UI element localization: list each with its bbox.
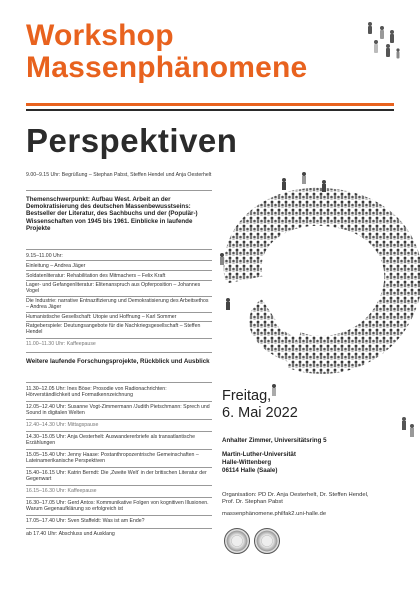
program-item: 14.30–15.05 Uhr: Anja Oesterhelt: Auswandererbriefe als transatlantische Erzählungen — [26, 434, 195, 447]
section-1-heading: Themenschwerpunkt: Aufbau West. Arbeit an der Demokratisierung des deutschen Massenbewusstseins: Bestseller der Literatur, des Sachbuchs und der (Populär-) Wissenschaften von 1945 bis 1961. Einblicke in laufende Projekte — [26, 196, 198, 232]
organisation-line-1: Organisation: PD Dr. Anja Oesterhelt, Dr. Steffen Hendel, — [222, 492, 369, 498]
event-date: 6. Mai 2022 — [222, 405, 298, 421]
divider — [26, 270, 212, 271]
organisation-email[interactable]: massenphänomene.philfak2.uni-halle.de — [222, 511, 327, 517]
divider — [26, 312, 212, 313]
university-seal-icon — [224, 528, 250, 554]
divider — [26, 382, 212, 383]
divider — [26, 497, 212, 498]
organisation-line-2: Prof. Dr. Stephan Pabst — [222, 499, 283, 505]
pause-item: 11.00–11.30 Uhr: Kaffeepause — [26, 341, 96, 347]
divider — [26, 419, 212, 420]
divider — [26, 321, 212, 322]
university-line-2: Halle-Wittenberg — [222, 459, 272, 466]
divider — [26, 260, 212, 261]
divider — [26, 352, 212, 353]
divider — [26, 485, 212, 486]
program-item: 15.40–16.15 Uhr: Katrin Berndt: Die ‚Zweite Welt‘ in der britischen Literatur der Gegenwart — [26, 470, 207, 483]
divider — [26, 431, 212, 432]
faculty-seal-icon — [254, 528, 280, 554]
title-line-2: Massenphänomene — [26, 51, 308, 84]
subtitle: Perspektiven — [26, 122, 238, 159]
divider — [26, 190, 212, 191]
divider — [26, 280, 212, 281]
section-2-heading: Weitere laufende Forschungsprojekte, Rückblick und Ausblick — [26, 358, 210, 365]
program-item: Die Industrie: narrative Entnazifizierung und Demokratisierung des Arbeitsethos – Andrea Jäger — [26, 298, 209, 311]
divider — [26, 249, 212, 250]
orange-rule — [26, 103, 394, 106]
program-item: 17.05–17.40 Uhr: Sven Staffeldt: Was ist am Ende? — [26, 518, 145, 524]
program-item: 12.05–12.40 Uhr: Susanne Vogt-Zimmermann /Judith Pietschmann: Sprech und Sound in digitalen Welten — [26, 404, 210, 417]
divider — [26, 515, 212, 516]
divider — [26, 528, 212, 529]
program-item: Lager- und Gefangenliteratur: Elitenanspruch aus Opferposition – Johannes Vogel — [26, 282, 201, 295]
program-item: Ratgeberspiele: Deutungsangebote für die Nachkriegsgesellschaft – Steffen Hendel — [26, 323, 201, 336]
section-1-time: 9.15–11.00 Uhr: — [26, 253, 63, 259]
title-line-1: Workshop — [26, 19, 174, 52]
small-crowd-illustration — [362, 18, 402, 60]
pause-item: 12.40–14.30 Uhr: Mittagspause — [26, 422, 99, 428]
program-item: Soldatenliteratur: Rehabilitation des Mitmachers – Felix Kraft — [26, 273, 166, 279]
program-item: Humanistische Gesellschaft: Utopie und Hoffnung – Karl Sommer — [26, 314, 177, 320]
event-room: Anhalter Zimmer, Universitätsring 5 — [222, 437, 327, 444]
divider — [26, 467, 212, 468]
divider — [26, 338, 212, 339]
dark-rule — [26, 109, 394, 111]
divider — [26, 401, 212, 402]
event-date-day: Freitag, — [222, 388, 272, 404]
program-item: ab 17.40 Uhr: Abschluss und Ausklang — [26, 531, 115, 537]
program-item: 16.30–17.05 Uhr: Gerd Antos: Kommunikative Folgen von kognitiven Illusionen. Warum Gegenaufklärung so erfolgreich ist — [26, 500, 209, 513]
program-item: Einleitung – Andrea Jäger — [26, 263, 86, 269]
program-item: 11.30–12.05 Uhr: Ines Böse: Prosodie von Radionachrichten: Hörverständlichkeit und Formatkennzeichnung — [26, 386, 167, 399]
opening-item: 9.00–9.15 Uhr: Begrüßung – Stephan Pabst, Steffen Hendel und Anja Oesterhelt — [26, 172, 212, 178]
crowd-illustration — [214, 160, 420, 400]
divider — [26, 296, 212, 297]
pause-item: 16.15–16.30 Uhr: Kaffeepause — [26, 488, 97, 494]
program-item: 15.05–15.40 Uhr: Jenny Haase: Postanthropozentrische Gemeinschaften – Lateinamerikanische Perspektiven — [26, 452, 199, 465]
university-line-1: Martin-Luther-Universität — [222, 451, 296, 458]
university-address: 06114 Halle (Saale) — [222, 467, 278, 474]
divider — [26, 449, 212, 450]
